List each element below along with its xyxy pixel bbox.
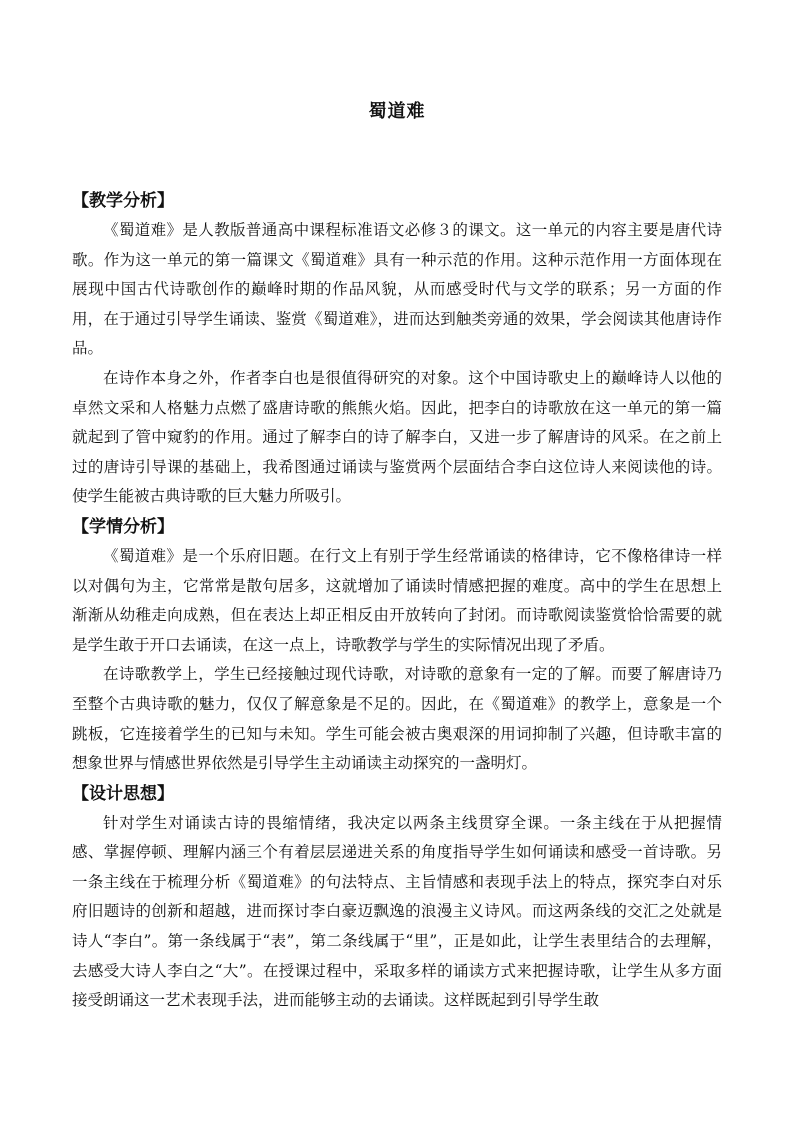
section-heading: 【教学分析】	[72, 191, 174, 211]
section-learner-analysis	[72, 512, 722, 779]
paragraph: 《蜀道难》是一个乐府旧题。在行文上有别于学生经常诵读的格律诗，它不像格律诗一样以对偶句为主，它常常是散句居多，这就增加了诵读时情感把握的难度。高中的学生在思想上渐渐从幼稚走向成熟，但在表达上却正相反由开放转向了封闭。而诗歌阅读鉴赏恰恰需要的就是学生敢于开口去诵读，在这一点上，诗歌教学与学生的实际情况出现了矛盾。	[72, 546, 722, 654]
section-heading: 【学情分析】	[72, 516, 174, 537]
section-design-thinking	[72, 779, 722, 1016]
paragraph: 《蜀道难》是人教版普通高中课程标准语文必修３的课文。这一单元的内容主要是唐代诗歌。作为这一单元的第一篇课文《蜀道难》具有一种示范的作用。这种示范作用一方面体现在展现中国古代诗歌创作的巅峰时期的作品风貌，从而感受时代与文学的联系；另一方面的作用，在于通过引导学生诵读、鉴赏《蜀道难》，进而达到触类旁通的效果，学会阅读其他唐诗作品。	[72, 221, 722, 358]
section-heading: 【设计思想】	[72, 783, 174, 804]
paragraph: 在诗歌教学上，学生已经接触过现代诗歌，对诗歌的意象有一定的了解。而要了解唐诗乃至整个古典诗歌的魅力，仅仅了解意象是不足的。因此，在《蜀道难》的教学上，意象是一个跳板，它连接着学生的已知与未知。学生可能会被古奥艰深的用词抑制了兴趣，但诗歌丰富的想象世界与情感世界依然是引导学生主动诵读主动探究的一盏明灯。	[72, 665, 722, 773]
paragraph: 在诗作本身之外，作者李白也是很值得研究的对象。这个中国诗歌史上的巅峰诗人以他的卓然文采和人格魅力点燃了盛唐诗歌的熊熊火焰。因此，把李白的诗歌放在这一单元的第一篇就起到了管中窥豹的作用。通过了解李白的诗了解李白，又进一步了解唐诗的风采。在之前上过的唐诗引导课的基础上，我希图通过诵读与鉴赏两个层面结合李白这位诗人来阅读他的诗。使学生能被古典诗歌的巨大魅力所吸引。	[72, 368, 722, 506]
section-teaching-analysis	[72, 186, 722, 512]
document-title: 蜀道难	[368, 101, 426, 122]
paragraph: 针对学生对诵读古诗的畏缩情绪，我决定以两条主线贯穿全课。一条主线在于从把握情感、掌握停顿、理解内涵三个有着层层递进关系的角度指导学生如何诵读和感受一首诗歌。另一条主线在于梳理分析《蜀道难》的句法特点、主旨情感和表现手法上的特点，探究李白对乐府旧题诗的创新和超越，进而探讨李白豪迈飘逸的浪漫主义诗风。而这两条线的交汇之处就是诗人“李白”。第一条线属于“表”，第二条线属于“里”，正是如此，让学生表里结合的去理解，去感受大诗人李白之“大”。在授课过程中，采取多样的诵读方式来把握诗歌，让学生从多方面接受朗诵这一艺术表现手法，进而能够主动的去诵读。这样既起到引导学生敢	[72, 813, 722, 1010]
document-body	[72, 186, 722, 1016]
